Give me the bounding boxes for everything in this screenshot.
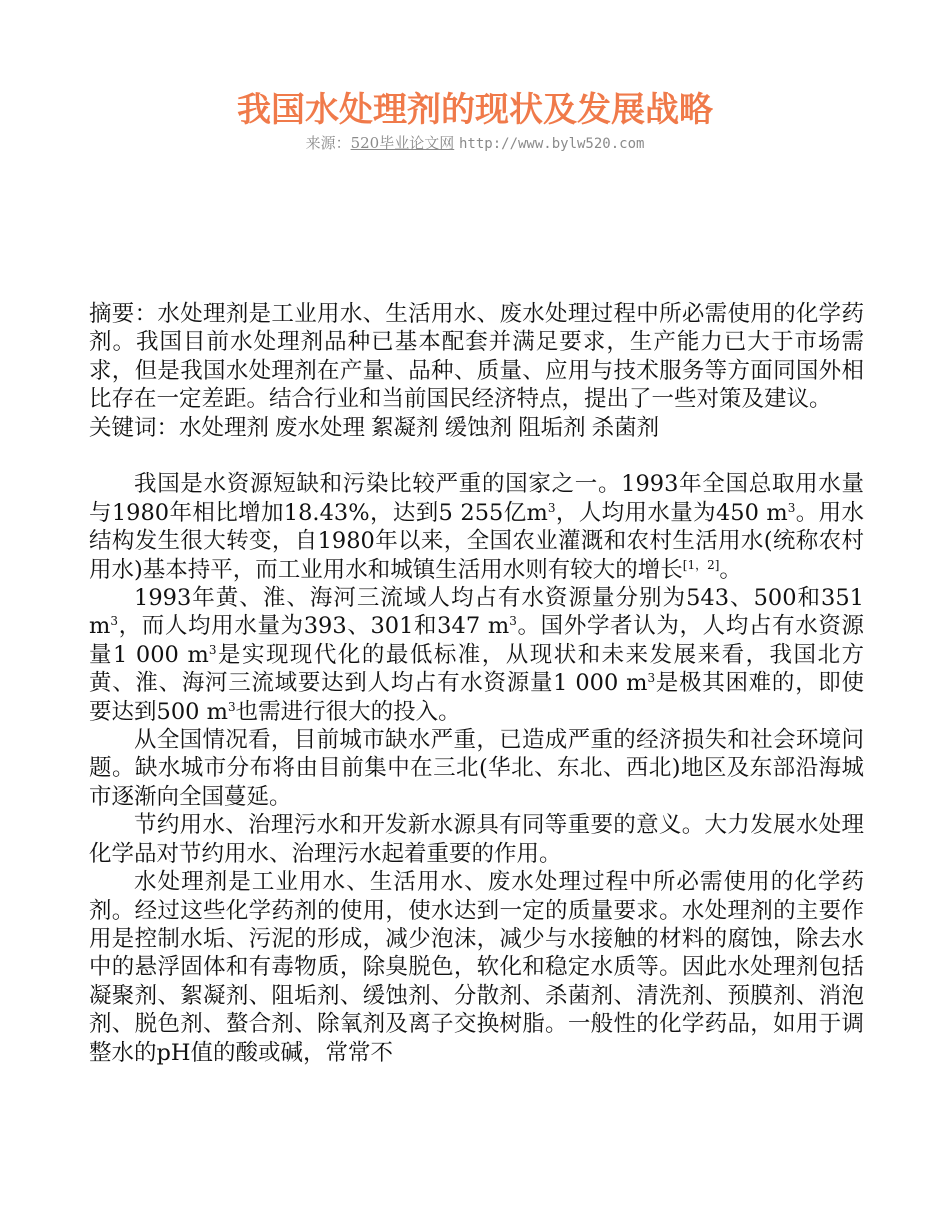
superscript-3: 3 xyxy=(208,642,217,657)
body-paragraph-3: 从全国情况看，目前城市缺水严重，已造成严重的经济损失和社会环境问题。缺水城市分布将由目前集中在三北(华北、东北、西北)地区及东部沿海城市逐渐向全国蔓延。 xyxy=(89,727,864,810)
keyword-item: 阻垢剂 xyxy=(518,414,586,441)
keyword-item: 缓蚀剂 xyxy=(444,414,513,441)
document-body xyxy=(89,300,864,1067)
p2-text-b: ，而人均用水量为393、301和347 m xyxy=(117,613,510,640)
keyword-item: 杀菌剂 xyxy=(591,414,660,441)
body-paragraph-4: 节约用水、治理污水和开发新水源具有同等重要的意义。大力发展水处理化学品对节约用水、治理污水起着重要的作用。 xyxy=(89,812,864,867)
body-paragraph-5: 水处理剂是工业用水、生活用水、废水处理过程中所必需使用的化学药剂。经过这些化学药剂的使用，使水达到一定的质量要求。水处理剂的主要作用是控制水垢、污泥的形成，减少泡沫，减少与水接触的材料的腐蚀，除去水中的悬浮固体和有毒物质，除臭脱色，软化和稳定水质等。因此水处理剂包括凝聚剂、絮凝剂、阻垢剂、缓蚀剂、分散剂、杀菌剂、清洗剂、预膜剂、消泡剂、脱色剂、螯合剂、除氧剂及离子交换树脂。一般性的化学药品，如用于调整水的pH值的酸或碱，常常不 xyxy=(89,869,864,1066)
superscript-3: 3 xyxy=(110,614,118,629)
p2-text-a: 1993年黄、淮、海河三流域人均占有水资源量分别为543、500和351 m xyxy=(89,585,864,640)
keywords-label: 关键词： xyxy=(89,414,180,441)
keyword-item: 废水处理 xyxy=(275,414,366,441)
keyword-item: 絮凝剂 xyxy=(371,414,439,441)
abstract-paragraph: 摘要：水处理剂是工业用水、生活用水、废水处理过程中所必需使用的化学药剂。我国目前水处理剂品种已基本配套并满足要求，生产能力已大于市场需求，但是我国水处理剂在产量、品种、质量、应用与技术服务等方面同国外相比存在一定差距。结合行业和当前国民经济特点，提出了一些对策及建议。 xyxy=(89,301,864,413)
source-url: http://www.bylw520.com xyxy=(459,136,645,152)
superscript-3: 3 xyxy=(547,500,556,515)
p1-text-a: 我国是水资源短缺和污染比较严重的国家之一。1993年全国总取用水量与1980年相比增加18.43%，达到5 255亿m xyxy=(89,471,864,526)
blank-line xyxy=(89,442,864,470)
body-paragraph-2 xyxy=(89,584,864,726)
p2-text-f: 也需进行很大的投入。 xyxy=(235,698,461,725)
superscript-3: 3 xyxy=(787,500,796,515)
superscript-3: 3 xyxy=(509,614,517,629)
body-paragraph-1 xyxy=(89,470,864,584)
source-site-link[interactable]: 520毕业论文网 xyxy=(350,134,455,152)
source-label: 来源： xyxy=(305,134,351,152)
source-line xyxy=(0,133,950,154)
superscript-3: 3 xyxy=(227,699,236,714)
p1-text-b: ，人均用水量为450 m xyxy=(555,499,788,526)
keyword-item: 水处理剂 xyxy=(179,414,270,441)
keywords-line xyxy=(89,414,864,442)
p1-text-d: 。 xyxy=(719,556,742,583)
superscript-3: 3 xyxy=(647,671,656,686)
citation-ref: [1，2] xyxy=(682,557,720,572)
p2-text-d: 是实现现代化的最低标准，从现状和未来发展来看，我国北方黄、淮、海河三流域要达到人均占有水资源量1 000 m xyxy=(89,641,864,697)
document-title: 我国水处理剂的现状及发展战略 xyxy=(237,90,713,130)
p1-text-c: 。用水结构发生很大转变，自1980年以来，全国农业灌溉和农村生活用水(统称农村用水)基本持平，而工业用水和城镇生活用水则有较大的增长 xyxy=(89,499,864,583)
p2-text-e: 是极其困难的，即使要达到500 m xyxy=(89,670,864,725)
p2-text-c: 。国外学者认为，人均占有水资源量1 000 m xyxy=(89,613,864,668)
